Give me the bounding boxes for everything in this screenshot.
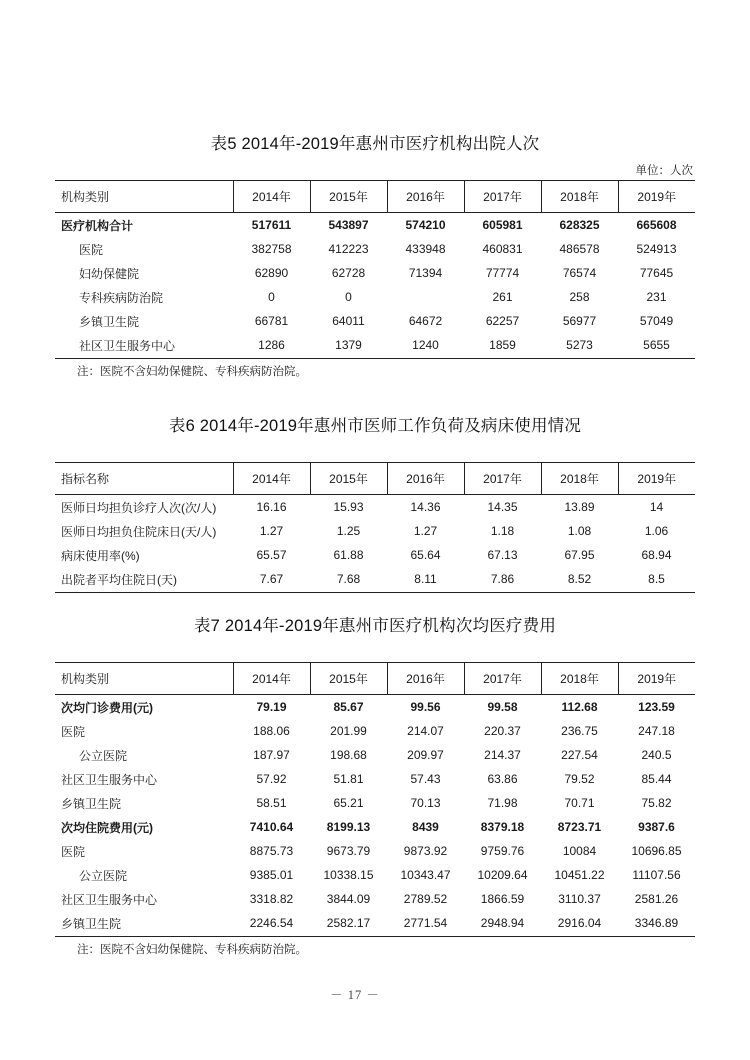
table-6-col-header-2016: 2016年	[387, 463, 464, 495]
row-value: 57049	[639, 314, 674, 328]
row-value: 1859	[489, 338, 516, 352]
row-label: 妇幼保健院	[79, 266, 140, 281]
row-value: 220.37	[484, 724, 521, 738]
row-label: 社区卫生服务中心	[61, 892, 158, 907]
row-value: 524913	[636, 242, 677, 256]
row-value: 8439	[412, 820, 439, 834]
table-row	[55, 911, 695, 936]
row-label: 次均门诊费用(元)	[61, 700, 153, 715]
table-5-col-header-2019: 2019年	[618, 181, 695, 213]
row-value: 85.67	[333, 700, 364, 714]
table-7-col-header-2016: 2016年	[387, 663, 464, 695]
row-value: 574210	[405, 218, 446, 232]
row-value: 112.68	[561, 700, 598, 714]
row-value: 70.71	[564, 796, 595, 810]
table-6-col-header-2014: 2014年	[233, 463, 310, 495]
row-value: 5655	[643, 338, 670, 352]
row-value: 85.44	[641, 772, 672, 786]
table-row	[55, 887, 695, 911]
table-row	[55, 839, 695, 863]
row-value: 240.5	[641, 748, 672, 762]
table-row	[55, 237, 695, 261]
table-7-note: 注：医院不含妇幼保健院、专科疾病防治院。	[77, 944, 307, 956]
row-value: 247.18	[638, 724, 675, 738]
row-value: 57.92	[256, 772, 287, 786]
row-label: 医疗机构合计	[61, 218, 134, 233]
row-value: 79.19	[256, 700, 287, 714]
table-block-7	[55, 612, 695, 957]
table-6-head	[55, 463, 695, 495]
row-value: 9759.76	[480, 844, 525, 858]
page-number: － 17 －	[330, 988, 380, 1002]
table-row	[55, 695, 695, 720]
row-value: 67.13	[487, 548, 518, 562]
row-value: 214.37	[484, 748, 521, 762]
row-value: 99.58	[487, 700, 518, 714]
row-label: 医师日均担负诊疗人次(次/人)	[61, 500, 217, 515]
row-value: 258	[569, 290, 590, 304]
row-value: 3110.37	[558, 892, 601, 906]
row-value: 0	[268, 290, 275, 304]
table-5-note: 注：医院不含妇幼保健院、专科疾病防治院。	[77, 366, 307, 378]
row-value: 433948	[405, 242, 446, 256]
table-7-unit-spacer	[55, 644, 695, 662]
row-value: 76574	[562, 266, 597, 280]
table-6-col-header-2018: 2018年	[541, 463, 618, 495]
row-value: 10696.85	[631, 844, 682, 858]
table-5-col-header-2018: 2018年	[541, 181, 618, 213]
table-row	[55, 543, 695, 567]
table-7-col-header-2018: 2018年	[541, 663, 618, 695]
row-value: 2948.94	[480, 916, 525, 930]
row-value: 11107.56	[632, 868, 681, 882]
table-block-5	[55, 130, 695, 379]
row-value: 64011	[332, 314, 365, 328]
row-value: 8379.18	[480, 820, 525, 834]
table-6-body	[55, 495, 695, 593]
row-value: 198.68	[330, 748, 367, 762]
row-value: 67.95	[564, 548, 595, 562]
row-value: 7.86	[490, 572, 515, 586]
row-value: 10338.15	[323, 868, 374, 882]
row-value: 10209.64	[477, 868, 528, 882]
table-5-header-row	[55, 181, 695, 213]
table-5-head	[55, 181, 695, 213]
table-row	[55, 261, 695, 285]
row-value: 70.13	[410, 796, 441, 810]
row-value: 65.21	[333, 796, 364, 810]
table-row	[55, 333, 695, 358]
table-5-title: 表5 2014年-2019年惠州市医疗机构出院人次	[210, 135, 540, 153]
row-value: 9673.79	[326, 844, 371, 858]
row-value: 7.68	[336, 572, 361, 586]
row-label: 乡镇卫生院	[61, 796, 122, 811]
row-value: 10084	[562, 844, 597, 858]
table-5-col-header-2014: 2014年	[233, 181, 310, 213]
table-row	[55, 519, 695, 543]
row-label: 病床使用率(%)	[61, 548, 140, 563]
row-label: 医院	[61, 724, 86, 739]
row-value: 517611	[251, 218, 292, 232]
row-value: 543897	[328, 218, 369, 232]
table-7-col-header-2015: 2015年	[310, 663, 387, 695]
table-7-col-header-2014: 2014年	[233, 663, 310, 695]
row-value: 56977	[562, 314, 597, 328]
row-value: 2771.54	[403, 916, 448, 930]
table-5-col-header-2017: 2017年	[464, 181, 541, 213]
row-value: 62728	[331, 266, 366, 280]
table-7	[55, 662, 695, 936]
row-label: 出院者平均住院日(天)	[61, 572, 177, 587]
row-value: 16.16	[256, 500, 287, 514]
row-value: 187.97	[253, 748, 290, 762]
table-5	[55, 180, 695, 358]
table-row	[55, 495, 695, 520]
table-7-col-header-2017: 2017年	[464, 663, 541, 695]
row-value: 227.54	[561, 748, 598, 762]
row-value: 188.06	[253, 724, 290, 738]
row-value: 2789.52	[403, 892, 448, 906]
table-7-col-header-2019: 2019年	[618, 663, 695, 695]
table-5-body	[55, 213, 695, 359]
row-value: 14.35	[487, 500, 518, 514]
row-value: 2916.04	[557, 916, 602, 930]
row-value: 15.93	[333, 500, 364, 514]
row-value: 7410.64	[249, 820, 294, 834]
row-value: 5273	[566, 338, 593, 352]
row-label: 医师日均担负住院床日(天/人)	[61, 524, 217, 539]
table-6-col-header-2015: 2015年	[310, 463, 387, 495]
row-value: 1.27	[413, 524, 438, 538]
row-value: 10451.22	[554, 868, 605, 882]
row-value: 62890	[254, 266, 289, 280]
row-label: 社区卫生服务中心	[61, 772, 158, 787]
row-value: 58.51	[256, 796, 287, 810]
row-value: 14	[649, 500, 664, 514]
table-5-unit-label: 单位：人次	[635, 165, 693, 177]
row-label: 医院	[61, 844, 86, 859]
table-6-col-header-2019: 2019年	[618, 463, 695, 495]
row-value: 13.89	[564, 500, 595, 514]
row-value: 8875.73	[249, 844, 294, 858]
table-row	[55, 309, 695, 333]
row-value: 261	[492, 290, 513, 304]
row-value: 2582.17	[326, 916, 371, 930]
row-value: 201.99	[330, 724, 367, 738]
row-value: 231	[646, 290, 667, 304]
row-value	[387, 285, 464, 309]
row-value: 14.36	[410, 500, 441, 514]
row-value: 8.52	[567, 572, 592, 586]
table-7-header-row	[55, 663, 695, 695]
row-value: 65.57	[256, 548, 287, 562]
row-value: 79.52	[564, 772, 595, 786]
row-value: 9387.6	[638, 820, 675, 834]
row-value: 61.88	[333, 548, 364, 562]
row-value: 68.94	[641, 548, 672, 562]
table-6-unit-spacer	[55, 444, 695, 462]
table-row	[55, 213, 695, 238]
row-value: 10343.47	[400, 868, 451, 882]
row-value: 1286	[258, 338, 285, 352]
row-label: 医院	[79, 242, 104, 257]
row-value: 412223	[328, 242, 369, 256]
row-value: 3346.89	[634, 916, 679, 930]
row-label: 次均住院费用(元)	[61, 820, 153, 835]
row-value: 77774	[485, 266, 520, 280]
row-value: 77645	[639, 266, 674, 280]
row-value: 1866.59	[480, 892, 525, 906]
row-value: 123.59	[638, 700, 675, 714]
table-row	[55, 767, 695, 791]
row-value: 605981	[482, 218, 523, 232]
table-7-title: 表7 2014年-2019年惠州市医疗机构次均医疗费用	[193, 617, 557, 635]
row-label: 乡镇卫生院	[79, 314, 140, 329]
row-value: 64672	[408, 314, 443, 328]
row-value: 57.43	[410, 772, 441, 786]
table-row	[55, 719, 695, 743]
row-value: 209.97	[407, 748, 444, 762]
row-value: 1.27	[259, 524, 284, 538]
row-value: 2581.26	[634, 892, 679, 906]
row-value: 63.86	[487, 772, 518, 786]
row-value: 66781	[254, 314, 289, 328]
table-6-header-row	[55, 463, 695, 495]
table-block-6	[55, 412, 695, 593]
row-value: 486578	[559, 242, 600, 256]
table-row	[55, 567, 695, 592]
table-row	[55, 791, 695, 815]
table-7-body	[55, 695, 695, 937]
row-value: 236.75	[561, 724, 598, 738]
table-row	[55, 743, 695, 767]
row-value: 1240	[412, 338, 439, 352]
row-value: 62257	[485, 314, 520, 328]
row-label: 公立医院	[79, 748, 128, 763]
row-value: 99.56	[410, 700, 441, 714]
table-5-col-header-2016: 2016年	[387, 181, 464, 213]
row-value: 7.67	[259, 572, 284, 586]
row-label: 社区卫生服务中心	[79, 338, 176, 353]
row-value: 382758	[251, 242, 292, 256]
table-5-col-header-label: 机构类别	[55, 181, 233, 213]
row-value: 460831	[482, 242, 523, 256]
row-value: 51.81	[333, 772, 364, 786]
row-value: 214.07	[407, 724, 444, 738]
table-6-col-header-label: 指标名称	[55, 463, 233, 495]
row-value: 8723.71	[557, 820, 602, 834]
table-row	[55, 285, 695, 309]
row-value: 665608	[636, 218, 677, 232]
row-value: 71394	[408, 266, 443, 280]
row-label: 乡镇卫生院	[61, 916, 122, 931]
table-6-col-header-2017: 2017年	[464, 463, 541, 495]
row-value: 2246.54	[249, 916, 294, 930]
table-7-head	[55, 663, 695, 695]
row-value: 8.11	[414, 572, 437, 586]
row-value: 1.25	[336, 524, 361, 538]
table-row	[55, 863, 695, 887]
row-label: 专科疾病防治院	[79, 290, 164, 305]
table-6-title: 表6 2014年-2019年惠州市医师工作负荷及病床使用情况	[168, 417, 582, 435]
row-value: 1.18	[490, 524, 515, 538]
row-value: 628325	[559, 218, 600, 232]
row-value: 0	[345, 290, 352, 304]
table-7-col-header-label: 机构类别	[55, 663, 233, 695]
row-value: 1.06	[644, 524, 669, 538]
row-value: 71.98	[487, 796, 518, 810]
table-6	[55, 462, 695, 592]
row-value: 3318.82	[249, 892, 294, 906]
row-value: 8.5	[648, 572, 665, 586]
row-value: 65.64	[410, 548, 441, 562]
row-value: 9873.92	[403, 844, 448, 858]
row-value: 1.08	[567, 524, 592, 538]
row-value: 1379	[335, 338, 362, 352]
table-6-bottom-rule	[55, 592, 695, 593]
table-5-col-header-2015: 2015年	[310, 181, 387, 213]
row-value: 75.82	[641, 796, 672, 810]
row-value: 9385.01	[249, 868, 294, 882]
table-row	[55, 815, 695, 839]
row-value: 8199.13	[326, 820, 371, 834]
row-value: 3844.09	[326, 892, 371, 906]
row-label: 公立医院	[79, 868, 128, 883]
